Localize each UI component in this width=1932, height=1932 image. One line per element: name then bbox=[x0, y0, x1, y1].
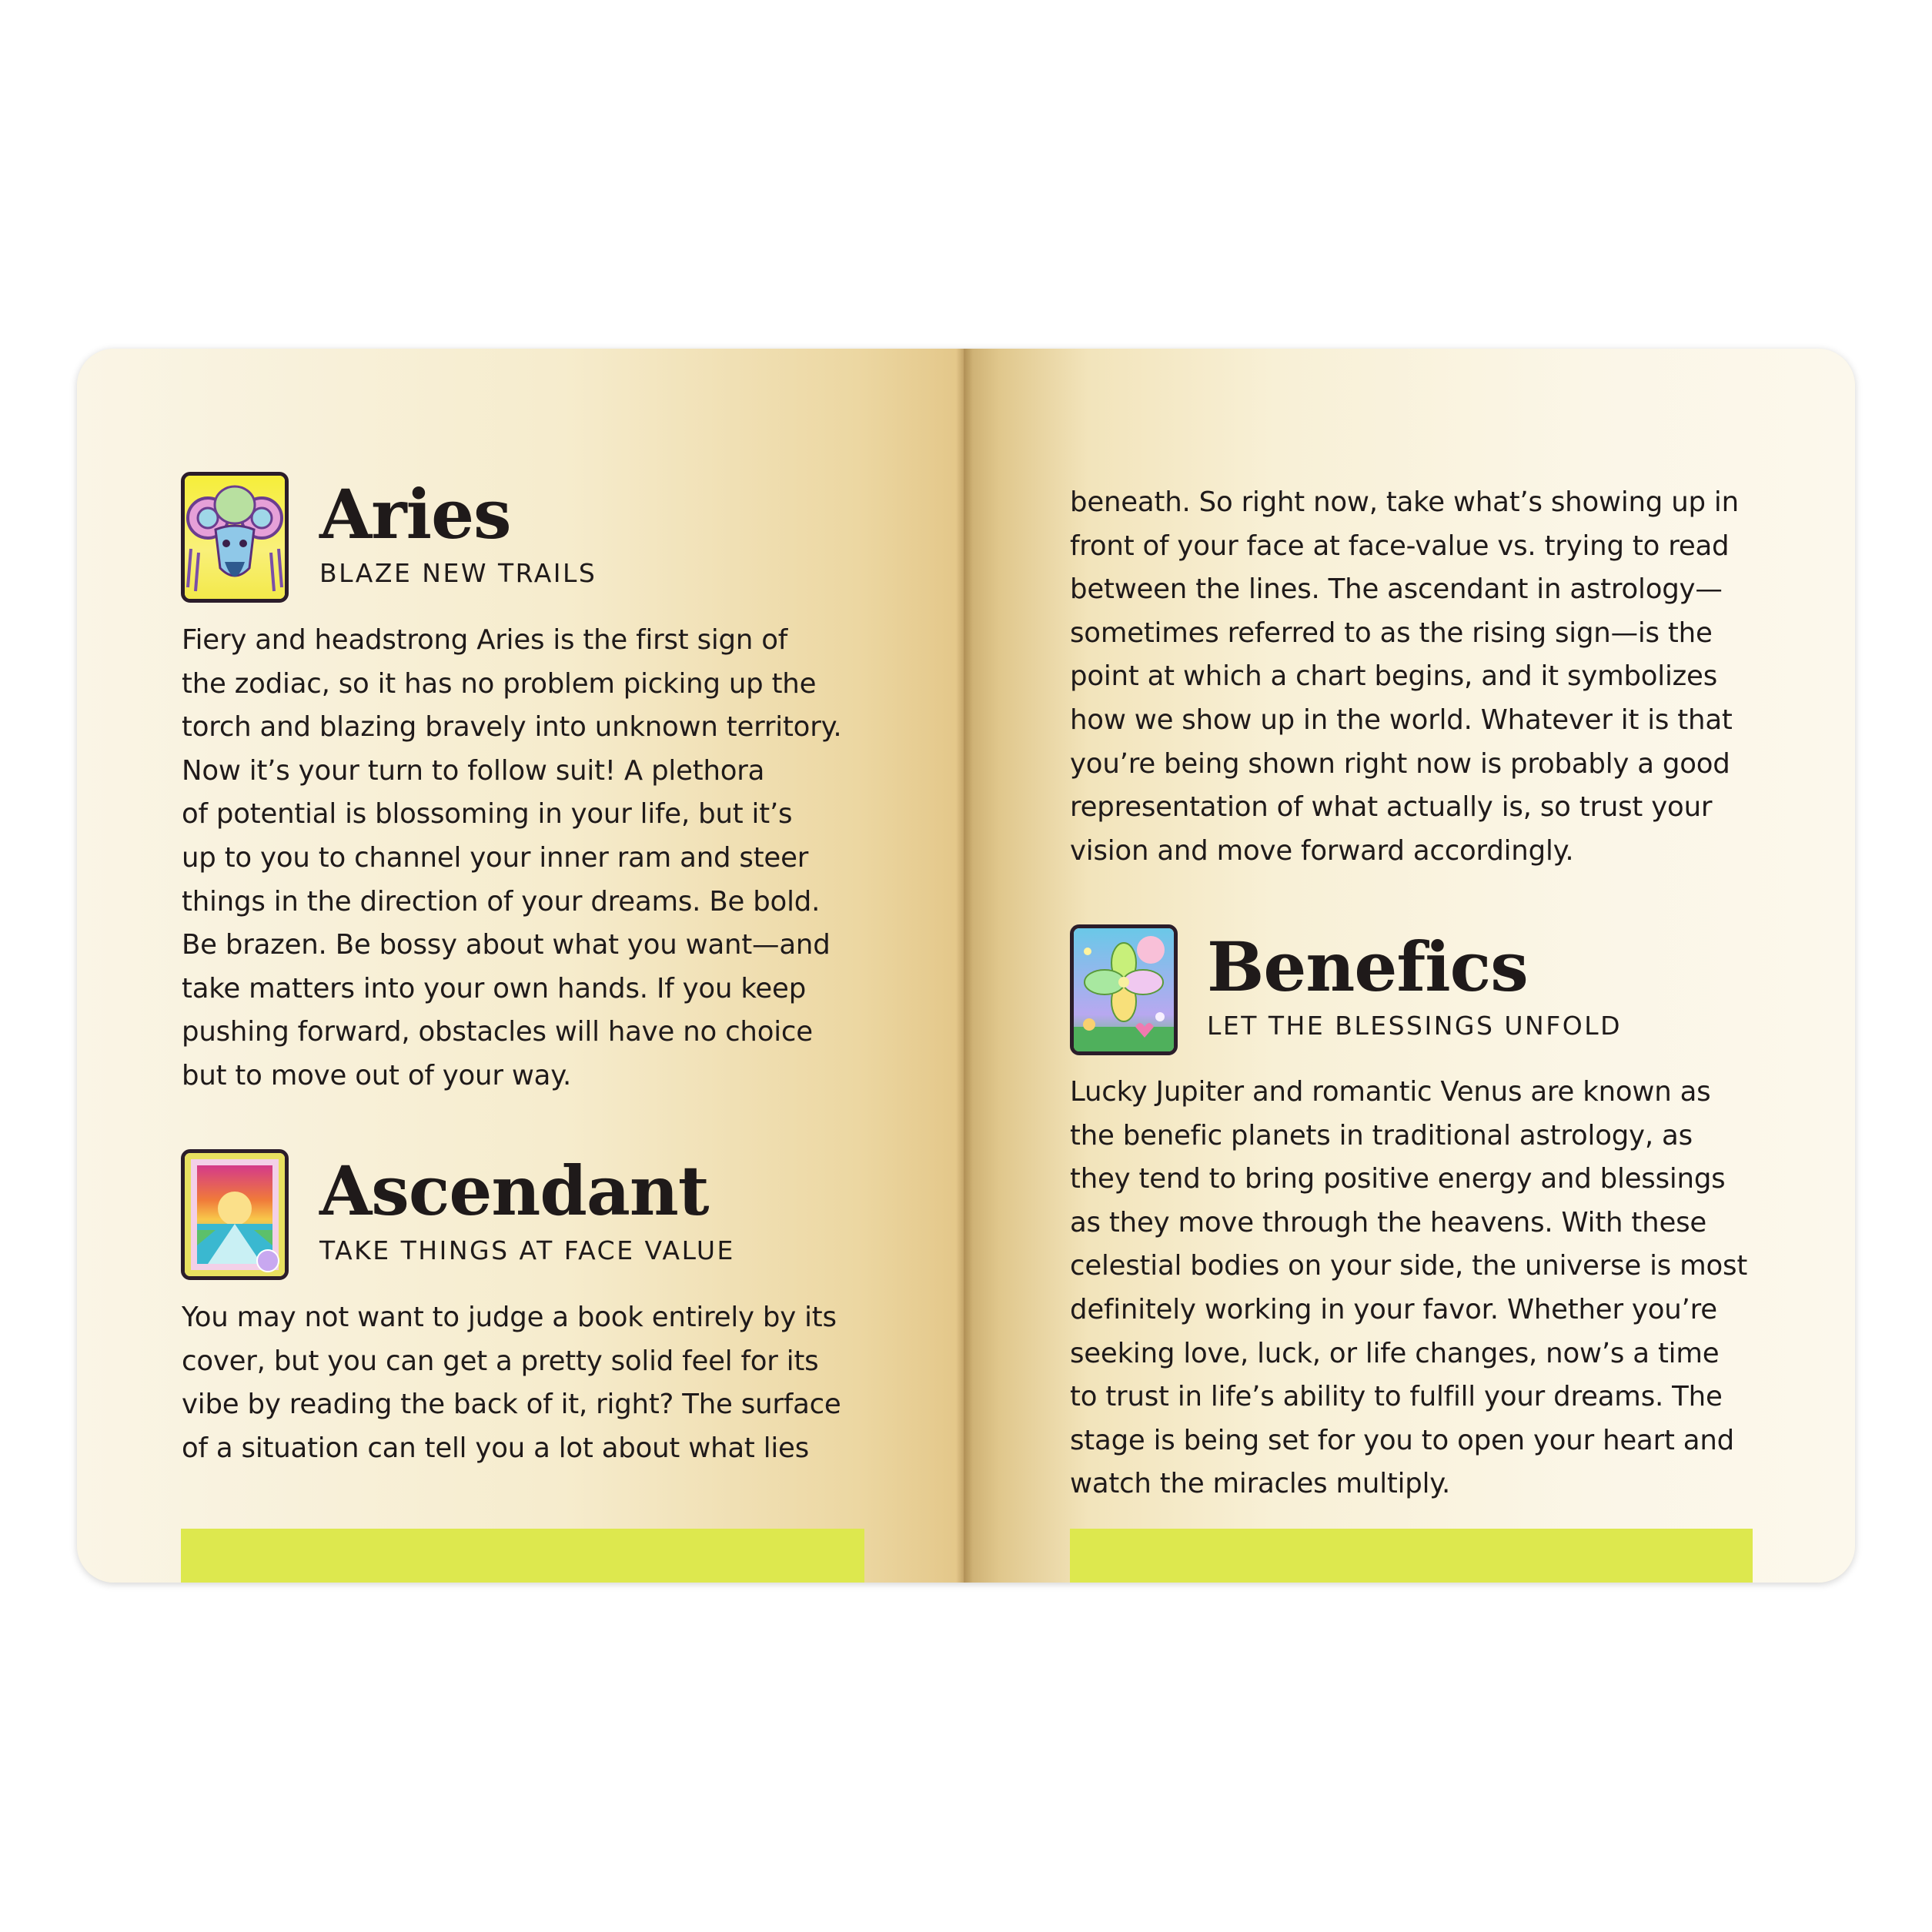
text-line: definitely working in your favor. Whether you’re bbox=[1070, 1293, 1717, 1325]
text-line: how we show up in the world. Whatever it is that bbox=[1070, 704, 1733, 736]
text-line: torch and blazing bravely into unknown territory. bbox=[182, 711, 842, 744]
benefics-subtitle: LET THE BLESSINGS UNFOLD bbox=[1207, 1011, 1622, 1041]
left-page bbox=[77, 349, 964, 1583]
text-line: but to move out of your way. bbox=[182, 1059, 572, 1091]
text-line: seeking love, luck, or life changes, now’s a time bbox=[1070, 1337, 1720, 1369]
text-line: to trust in life’s ability to fulfill your dreams. The bbox=[1070, 1381, 1723, 1413]
text-line: take matters into your own hands. If you keep bbox=[182, 972, 807, 1004]
accent-bar-right bbox=[1070, 1529, 1753, 1583]
text-line: the zodiac, so it has no problem picking up the bbox=[182, 667, 817, 700]
open-book bbox=[77, 349, 1855, 1583]
text-line: watch the miracles multiply. bbox=[1070, 1468, 1451, 1500]
text-line: you’re being shown right now is probably a good bbox=[1070, 747, 1730, 780]
text-line: cover, but you can get a pretty solid feel for its bbox=[182, 1345, 819, 1377]
text-line: they tend to bring positive energy and blessings bbox=[1070, 1163, 1726, 1195]
book-spine bbox=[956, 349, 973, 1583]
ascendant-body bbox=[182, 1296, 841, 1470]
text-line: vision and move forward accordingly. bbox=[1070, 834, 1574, 867]
benefics-title: Benefics bbox=[1207, 927, 1528, 1007]
text-line: of a situation can tell you a lot about what lies bbox=[182, 1432, 809, 1464]
text-line: of potential is blossoming in your life, but it’s bbox=[182, 798, 793, 831]
text-line: front of your face at face-value vs. trying to read bbox=[1070, 530, 1730, 562]
text-line: up to you to channel your inner ram and steer bbox=[182, 841, 809, 874]
text-line: beneath. So right now, take what’s showing up in bbox=[1070, 486, 1739, 518]
text-line: pushing forward, obstacles will have no choice bbox=[182, 1016, 813, 1048]
text-line: sometimes referred to as the rising sign—is the bbox=[1070, 617, 1713, 649]
text-line: the benefic planets in traditional astrology, as bbox=[1070, 1119, 1693, 1152]
text-line: Now it’s your turn to follow suit! A plethora bbox=[182, 754, 765, 787]
right-page bbox=[964, 349, 1855, 1583]
text-line: celestial bodies on your side, the universe is most bbox=[1070, 1250, 1748, 1282]
text-line: between the lines. The ascendant in astrology— bbox=[1070, 573, 1723, 606]
aries-title: Aries bbox=[319, 474, 511, 554]
aries-subtitle: BLAZE NEW TRAILS bbox=[319, 558, 597, 588]
text-line: representation of what actually is, so trust your bbox=[1070, 791, 1713, 824]
text-line: Fiery and headstrong Aries is the first sign of bbox=[182, 624, 788, 656]
ascendant-sunset-icon bbox=[181, 1149, 289, 1280]
text-line: Be brazen. Be bossy about what you want—and bbox=[182, 929, 831, 961]
text-line: You may not want to judge a book entirely by its bbox=[182, 1302, 837, 1333]
aries-body bbox=[182, 619, 841, 1098]
text-line: things in the direction of your dreams. Be bold. bbox=[182, 885, 821, 918]
text-line: as they move through the heavens. With these bbox=[1070, 1206, 1707, 1238]
ascendant-title: Ascendant bbox=[319, 1151, 709, 1231]
text-line: point at which a chart begins, and it symbolizes bbox=[1070, 660, 1717, 693]
ascendant-subtitle: TAKE THINGS AT FACE VALUE bbox=[319, 1235, 735, 1265]
benefics-body bbox=[1070, 1071, 1747, 1506]
accent-bar-left bbox=[181, 1529, 864, 1583]
ascendant-continued-body bbox=[1070, 481, 1739, 873]
aries-ram-icon bbox=[181, 472, 289, 603]
text-line: vibe by reading the back of it, right? The surface bbox=[182, 1389, 841, 1421]
benefics-clover-icon bbox=[1070, 924, 1178, 1055]
text-line: Lucky Jupiter and romantic Venus are known as bbox=[1070, 1076, 1711, 1108]
text-line: stage is being set for you to open your heart and bbox=[1070, 1424, 1734, 1456]
